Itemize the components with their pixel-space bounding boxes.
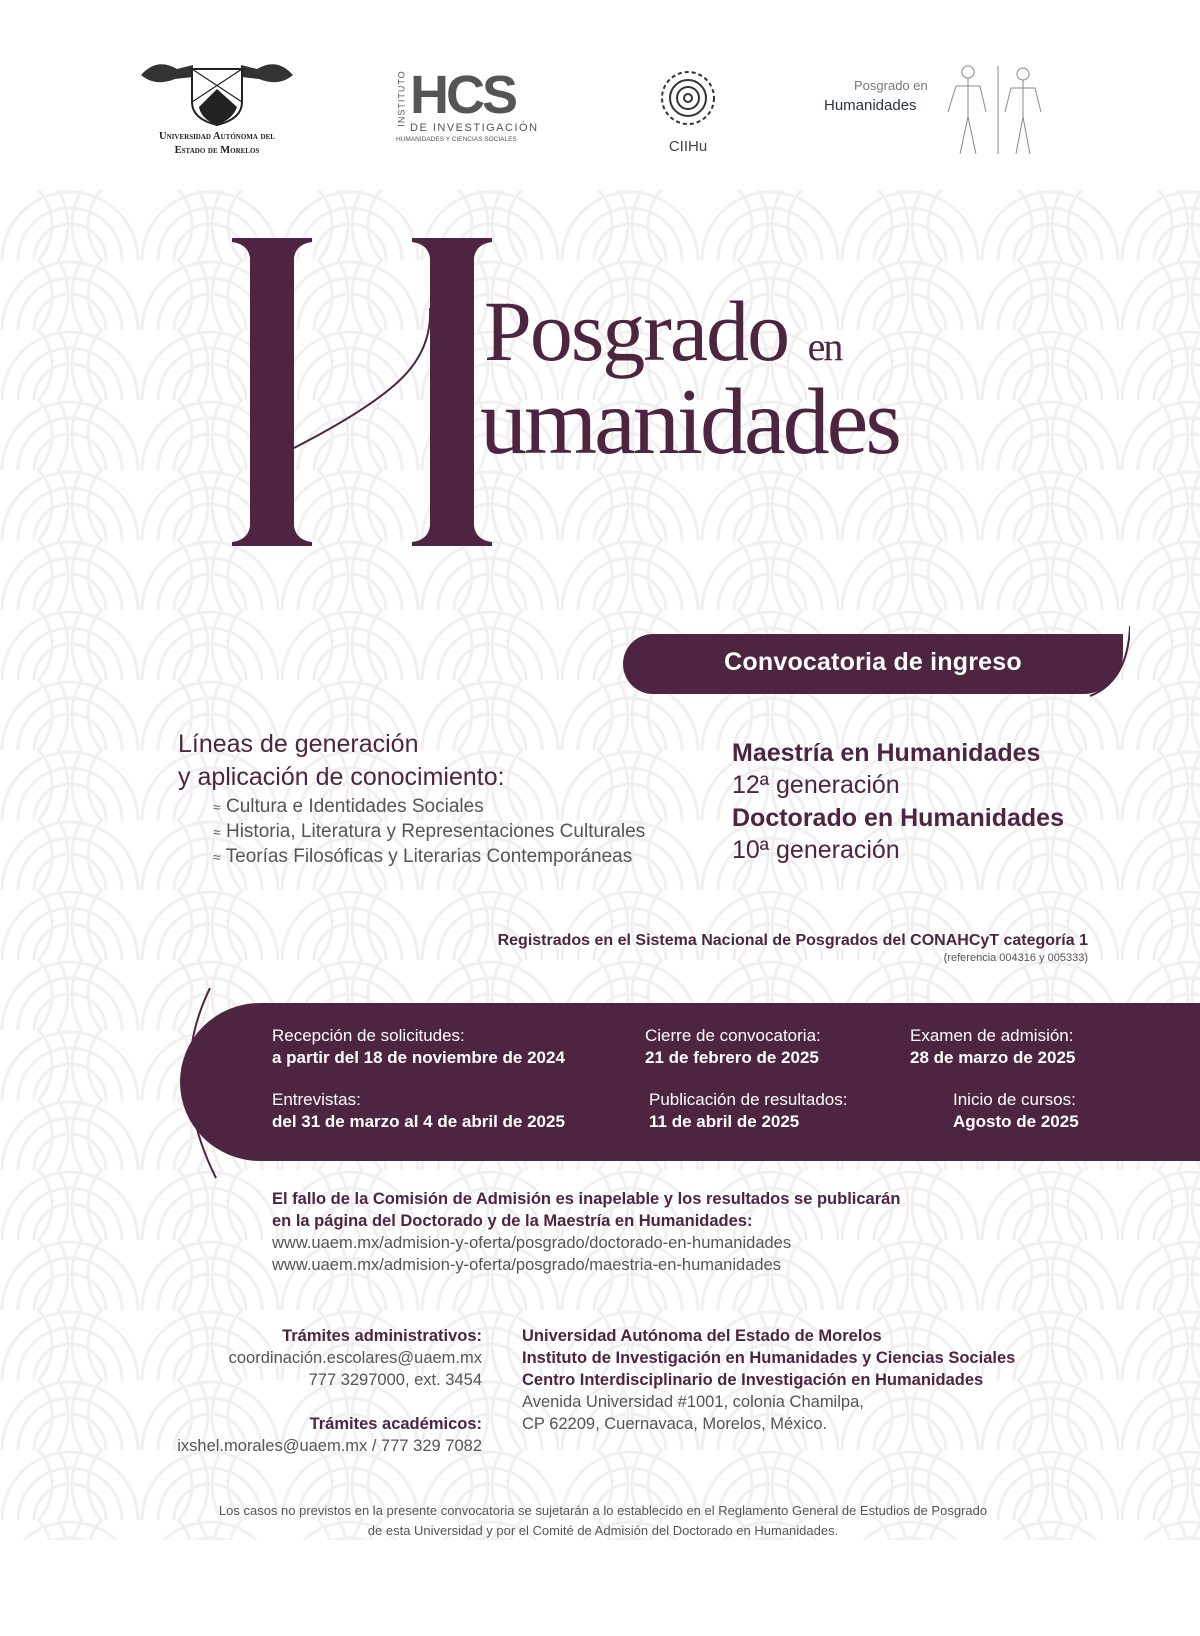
footer-note-1: Los casos no previstos en la presente convocatoria se sujetarán a lo establecido en el Reglamento General de Estudios de Posgrado [218, 1503, 988, 1518]
program-doctorado: Doctorado en Humanidades [732, 804, 1064, 832]
date-value: Agosto de 2025 [953, 1112, 1079, 1131]
title-humanidades: umanidades [480, 370, 899, 474]
admin-email-link[interactable]: coordinación.escolares@uaem.mx [228, 1349, 482, 1367]
registration-text: Registrados en el Sistema Nacional de Posgrados del CONAHCyT categoría 1 [497, 932, 1088, 949]
line-item-text: Cultura e Identidades Sociales [225, 796, 484, 817]
date-label: Examen de admisión: [910, 1026, 1074, 1045]
uaem-logo [137, 57, 297, 161]
results-notice-2: en la página del Doctorado y de la Maestría en Humanidades: [272, 1212, 753, 1230]
academic-contact[interactable]: ixshel.morales@uaem.mx / 777 329 7082 [177, 1437, 482, 1455]
url-doctorado-link[interactable]: www.uaem.mx/admision-y-oferta/posgrado/doctorado-en-humanidades [272, 1234, 792, 1252]
line-item-text: Teorías Filosóficas y Literarias Contemporáneas [225, 846, 633, 867]
admin-title: Trámites administrativos: [282, 1327, 482, 1345]
date-value: 21 de febrero de 2025 [645, 1048, 819, 1067]
address-city: CP 62209, Cuernavaca, Morelos, México. [522, 1415, 828, 1433]
title-posgrado [484, 283, 842, 379]
hcs-logo [396, 65, 556, 152]
url-maestria-link[interactable]: www.uaem.mx/admision-y-oferta/posgrado/maestria-en-humanidades [272, 1256, 781, 1274]
ciihu-logo [648, 62, 728, 158]
title-line1: Posgrado [484, 283, 789, 379]
program-doctorado-generation: 10ª generación [732, 836, 900, 864]
lines-heading [178, 728, 505, 794]
program-maestria-generation: 12ª generación [732, 771, 900, 799]
address-org-2: Instituto de Investigación en Humanidades y Ciencias Sociales [522, 1349, 1016, 1367]
address-street: Avenida Universidad #1001, colonia Chamilpa, [522, 1393, 864, 1411]
date-value: 11 de abril de 2025 [649, 1112, 800, 1131]
results-notice-1: El fallo de la Comisión de Admisión es inapelable y los resultados se publicarán [272, 1190, 901, 1208]
logo-posgrado-en: Posgrado en [854, 78, 928, 93]
line-item [213, 821, 645, 843]
title-initial-h [232, 238, 492, 546]
date-label: Entrevistas: [272, 1090, 361, 1109]
address-org-3: Centro Interdisciplinario de Investigación en Humanidades [522, 1371, 984, 1389]
posgrado-humanidades-logo [808, 62, 1048, 158]
line-item-text: Historia, Literatura y Representaciones Culturales [225, 821, 646, 842]
convocatoria-banner [623, 634, 1123, 694]
hcs-vertical: INSTITUTO [396, 70, 407, 127]
title-en: en [807, 324, 842, 369]
uaem-name-1: Universidad Autónoma del [159, 131, 275, 142]
date-label: Cierre de convocatoria: [645, 1026, 821, 1045]
lines-heading-2: y aplicación de conocimiento: [178, 763, 505, 791]
convocatoria-title: Convocatoria de ingreso [724, 648, 1022, 676]
footer-note-2: de esta Universidad y por el Comité de Admisión del Doctorado en Humanidades. [367, 1523, 839, 1538]
date-label: Publicación de resultados: [649, 1090, 848, 1109]
logo-humanidades: Humanidades [824, 97, 917, 114]
program-maestria: Maestría en Humanidades [732, 739, 1041, 767]
hcs-sub2: HUMANIDADES Y CIENCIAS SOCIALES [396, 136, 517, 143]
date-label: Inicio de cursos: [953, 1090, 1076, 1109]
date-value: a partir del 18 de noviembre de 2024 [272, 1048, 565, 1067]
hcs-sub: DE INVESTIGACIÓN [410, 122, 539, 134]
approx-bullet-icon: ≈ [213, 824, 221, 840]
date-value: 28 de marzo de 2025 [910, 1048, 1076, 1067]
line-item [213, 796, 484, 818]
hcs-main: HCS [410, 65, 516, 125]
approx-bullet-icon: ≈ [213, 799, 221, 815]
ciihu-name: CIIHu [668, 138, 708, 155]
human-figures-icon [938, 62, 1048, 158]
ciihu-spiral-icon [648, 62, 728, 134]
registration-reference: (referencia 004316 y 005333) [943, 952, 1088, 964]
date-value: del 31 de marzo al 4 de abril de 2025 [272, 1112, 565, 1131]
address-org-1: Universidad Autónoma del Estado de Morelos [522, 1327, 882, 1345]
dates-banner [180, 1003, 1200, 1161]
uaem-crest-icon [137, 57, 297, 127]
date-label: Recepción de solicitudes: [272, 1026, 465, 1045]
academic-title: Trámites académicos: [309, 1415, 482, 1433]
pill-swoosh [1090, 626, 1130, 702]
lines-heading-1: Líneas de generación [178, 730, 419, 758]
banner-swoosh [176, 988, 236, 1188]
approx-bullet-icon: ≈ [213, 849, 221, 865]
line-item [213, 846, 632, 868]
uaem-name-2: Estado de Morelos [174, 145, 260, 156]
admin-phone: 777 3297000, ext. 3454 [308, 1371, 482, 1389]
